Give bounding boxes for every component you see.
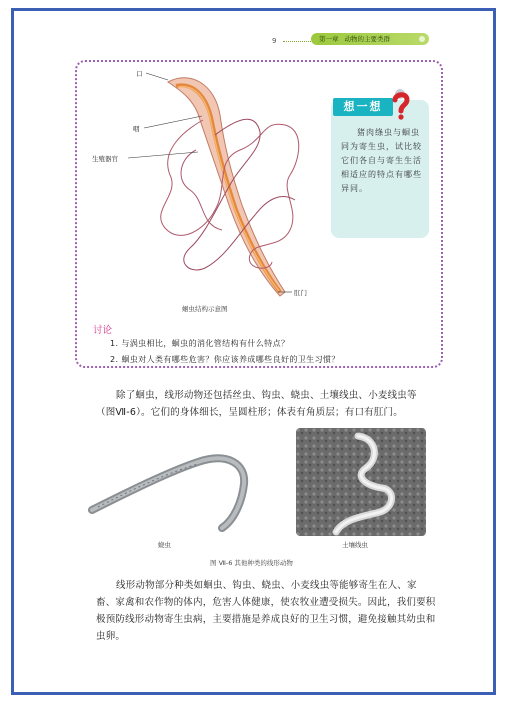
paragraph-1-text: 除了蛔虫，线形动物还包括丝虫、钩虫、蛲虫、土壤线虫、小麦线虫等（图Ⅶ-6）。它们的身体细长，呈圆柱形；体表有角质层；有口有肛门。 (96, 390, 417, 418)
chapter-title: 动物的主要类群 (344, 35, 390, 43)
header-dotted-leader (283, 36, 311, 42)
question-mark-icon (387, 86, 417, 120)
soil-nematode-photo (296, 428, 426, 536)
pinworm-photo (88, 432, 250, 532)
discussion-question-2: 2. 蛔虫对人类有哪些危害？你应该养成哪些良好的卫生习惯？ (110, 355, 340, 364)
discussion-question-1: 1. 与涡虫相比，蛔虫的消化管结构有什么特点？ (110, 339, 290, 348)
body-paragraph-2 (96, 577, 436, 645)
think-title: 想一想 (333, 98, 393, 116)
label-reproductive-organ: 生殖器官 (92, 155, 118, 163)
chapter-number: 第一章 (319, 35, 339, 43)
think-body: 猪肉绦虫与蛔虫同为寄生虫，试比较它们各自与寄生生活相适应的特点有哪些异同。 (341, 128, 422, 193)
body-paragraph-1 (96, 387, 436, 421)
paragraph-2-text: 线形动物部分种类如蛔虫、钩虫、蛲虫、小麦线虫等能够寄生在人、家畜、家禽和农作物的体内，危害人体健康，使农牧业遭受损失。因此，我们要积极预防线形动物寄生虫病，主要措施是养成良好的卫生习惯，避免接触其幼虫和虫卵。 (96, 580, 436, 642)
soil-nematode-label: 土壤线虫 (342, 541, 368, 549)
diagram-caption: 蛔虫结构示意图 (182, 305, 228, 313)
discussion-title: 讨论 (93, 325, 113, 336)
chapter-badge (311, 33, 429, 45)
label-pharynx: 咽 (133, 125, 140, 133)
think-text (341, 126, 423, 196)
pinworm-label: 蛲虫 (158, 541, 171, 549)
label-mouth: 口 (136, 70, 143, 78)
label-anus: 肛门 (294, 289, 307, 297)
page-header (0, 30, 508, 50)
page-number: 9 (272, 37, 277, 45)
chapter-bullet-icon (419, 36, 425, 42)
figure-caption: 图 Ⅶ-6 其他种类的线形动物 (210, 559, 293, 567)
